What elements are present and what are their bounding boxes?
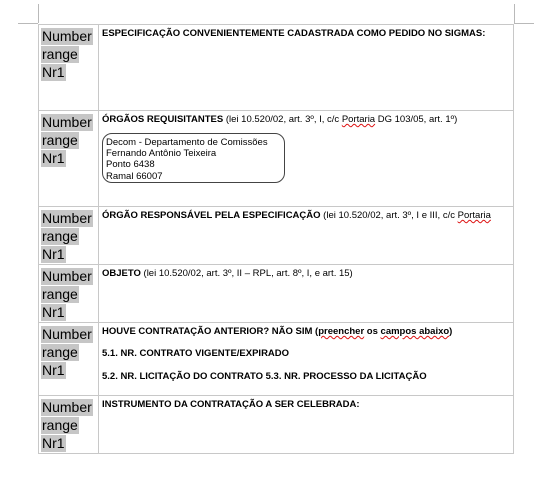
legal-reference: (lei 10.520/02, art. 3º, I, c/c: [223, 114, 342, 125]
number-range-label[interactable]: [39, 111, 99, 207]
legal-reference: (lei 10.520/02, art. 3º, I e III, c/c: [320, 210, 458, 221]
section-header: ÓRGÃO RESPONSÁVEL PELA ESPECIFICAÇÃO: [102, 210, 321, 221]
crop-mark-top-left-h: [18, 23, 38, 24]
table-row: [39, 265, 514, 323]
label-line: Nr1: [42, 304, 65, 320]
section-header: os: [364, 326, 381, 337]
table-row: [39, 396, 514, 454]
contrato-vigente-field: 5.1. NR. CONTRATO VIGENTE/EXPIRADO: [102, 348, 290, 359]
number-range-label[interactable]: [39, 323, 99, 396]
section-header: ÓRGÃOS REQUISITANTES: [102, 114, 224, 125]
label-line: range: [42, 228, 78, 244]
number-range-label[interactable]: [39, 265, 99, 323]
objeto-cell[interactable]: [99, 265, 514, 323]
label-line: Nr1: [42, 246, 65, 262]
orgaos-requisitantes-cell[interactable]: [99, 111, 514, 207]
section-header: ESPECIFICAÇÃO CONVENIENTEMENTE CADASTRADA COMO PEDIDO NO SIGMAS:: [102, 28, 486, 39]
form-table: [38, 24, 514, 454]
table-row: [39, 207, 514, 265]
label-line: Number: [42, 399, 92, 415]
crop-mark-top-right-h: [514, 23, 534, 24]
label-line: Nr1: [42, 362, 65, 378]
label-line: Nr1: [42, 435, 65, 451]
legal-reference: DG 103/05, art. 1º): [375, 114, 458, 125]
number-range-label[interactable]: [39, 207, 99, 265]
licitacao-processo-field: 5.2. NR. LICITAÇÃO DO CONTRATO 5.3. NR. PROCESSO DA LICITAÇÃO: [102, 371, 427, 382]
label-line: Number: [42, 268, 92, 284]
legal-reference: (lei 10.520/02, art. 3º, II – RPL, art. 8º, I, e art. 15): [140, 268, 353, 279]
section-header: INSTRUMENTO DA CONTRATAÇÃO A SER CELEBRADA:: [102, 399, 360, 410]
address-line: Fernando Antônio Teixeira: [106, 148, 217, 160]
label-line: Number: [42, 326, 92, 342]
address-line: Ponto 6438: [106, 159, 155, 171]
contratacao-anterior-cell[interactable]: [99, 323, 514, 396]
address-textbox[interactable]: [102, 133, 285, 183]
label-line: Nr1: [42, 150, 65, 166]
spellcheck-word: Portaria: [341, 114, 376, 125]
label-line: range: [42, 344, 78, 360]
label-line: range: [42, 286, 78, 302]
especificacao-cell[interactable]: [99, 25, 514, 111]
address-line: Decom - Departamento de Comissões: [106, 137, 268, 148]
table-row: [39, 111, 514, 207]
label-line: range: [42, 132, 78, 148]
instrumento-cell[interactable]: [99, 396, 514, 454]
label-line: Number: [42, 28, 92, 44]
table-row: [39, 323, 514, 396]
crop-mark-top-left: [38, 4, 39, 23]
section-header: ): [449, 326, 453, 337]
label-line: Number: [42, 210, 92, 226]
spellcheck-word: campos abaixo: [380, 326, 450, 337]
label-line: Number: [42, 114, 92, 130]
number-range-label[interactable]: [39, 396, 99, 454]
table-row: [39, 25, 514, 111]
spellcheck-word: Portaria: [457, 210, 491, 221]
label-line: range: [42, 46, 78, 62]
address-line: Ramal 66007: [106, 170, 163, 182]
spellcheck-word: preencher: [318, 326, 365, 337]
number-range-label[interactable]: [39, 25, 99, 111]
label-line: range: [42, 417, 78, 433]
section-header: HOUVE CONTRATAÇÃO ANTERIOR? NÃO SIM (: [102, 326, 319, 337]
section-header: OBJETO: [102, 268, 141, 279]
crop-mark-top-right: [514, 4, 515, 23]
label-line: Nr1: [42, 64, 65, 80]
orgao-responsavel-cell[interactable]: [99, 207, 514, 265]
